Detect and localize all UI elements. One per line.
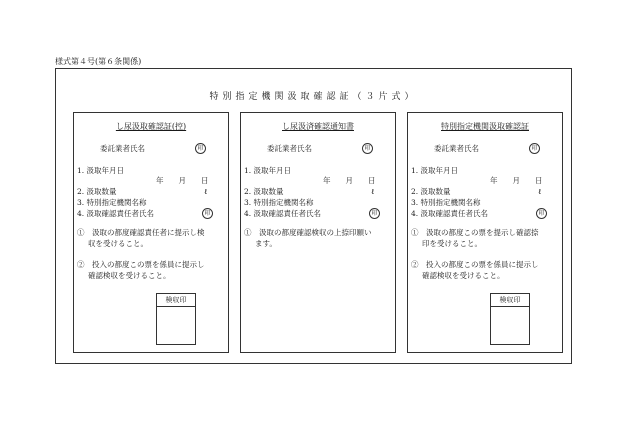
panel-completion-notice [240,112,396,353]
unit-label: ℓ [538,187,542,196]
note-1: ① 汲取の都度この票を提示し確認捺 [411,228,539,237]
stamp-label: 検収印 [491,294,529,307]
date-format: 年 月 日 [490,176,543,185]
date-format: 年 月 日 [156,176,209,185]
panel-title: し尿汲取確認証(控) [115,122,187,131]
note-1: ① 汲取の都度確認責任者に提示し検 [77,228,205,237]
consignor-label: 委託業者氏名 [100,144,145,153]
consignor-label: 委託業者氏名 [434,144,479,153]
seal-icon: 印 [195,143,206,154]
date-format: 年 月 日 [323,176,376,185]
panel-receipt-copy [73,112,229,353]
date-label: 1. 汲取年月日 [411,166,459,175]
stamp-label: 検収印 [157,294,195,307]
note-1: ① 汲取の都度確認検収の上捺印願い [244,228,372,237]
form-title: 特別指定機関汲取確認証（３片式） [209,92,418,102]
panel-title: 特別指定機関汲取確認証 [441,122,529,131]
unit-label: ℓ [204,187,208,196]
note-2-cont: 確認検収を受けること。 [422,271,505,280]
quantity-label: 2. 汲取数量 [244,187,284,196]
panel-agency-receipt [407,112,563,353]
responsible-person-label: 4. 汲取確認責任者氏名 [77,209,155,218]
form-frame [55,68,572,364]
panel-title: し尿汲済確認通知書 [282,122,354,131]
agency-name-label: 3. 特別指定機関名称 [244,198,314,207]
note-1-cont: 印を受けること。 [422,239,482,248]
note-1-cont: ます。 [255,239,277,248]
note-2: ② 投入の都度この票を係員に提示し [411,260,539,269]
seal-icon: 印 [529,143,540,154]
quantity-label: 2. 汲取数量 [77,187,117,196]
seal-icon: 印 [369,208,380,219]
agency-name-label: 3. 特別指定機関名称 [411,198,481,207]
note-2-cont: 確認検収を受けること。 [88,271,171,280]
date-label: 1. 汲取年月日 [244,166,292,175]
note-1-cont: 収を受けること。 [88,239,148,248]
responsible-person-label: 4. 汲取確認責任者氏名 [244,209,322,218]
responsible-person-label: 4. 汲取確認責任者氏名 [411,209,489,218]
date-label: 1. 汲取年月日 [77,166,125,175]
inspection-stamp-box [156,293,196,345]
seal-icon: 印 [202,208,213,219]
form-number-label: 様式第４号(第６条関係) [55,57,142,66]
seal-icon: 印 [362,143,373,154]
note-2: ② 投入の都度この票を係員に提示し [77,260,205,269]
unit-label: ℓ [371,187,375,196]
quantity-label: 2. 汲取数量 [411,187,451,196]
agency-name-label: 3. 特別指定機関名称 [77,198,147,207]
seal-icon: 印 [536,208,547,219]
inspection-stamp-box [490,293,530,345]
consignor-label: 委託業者氏名 [267,144,312,153]
